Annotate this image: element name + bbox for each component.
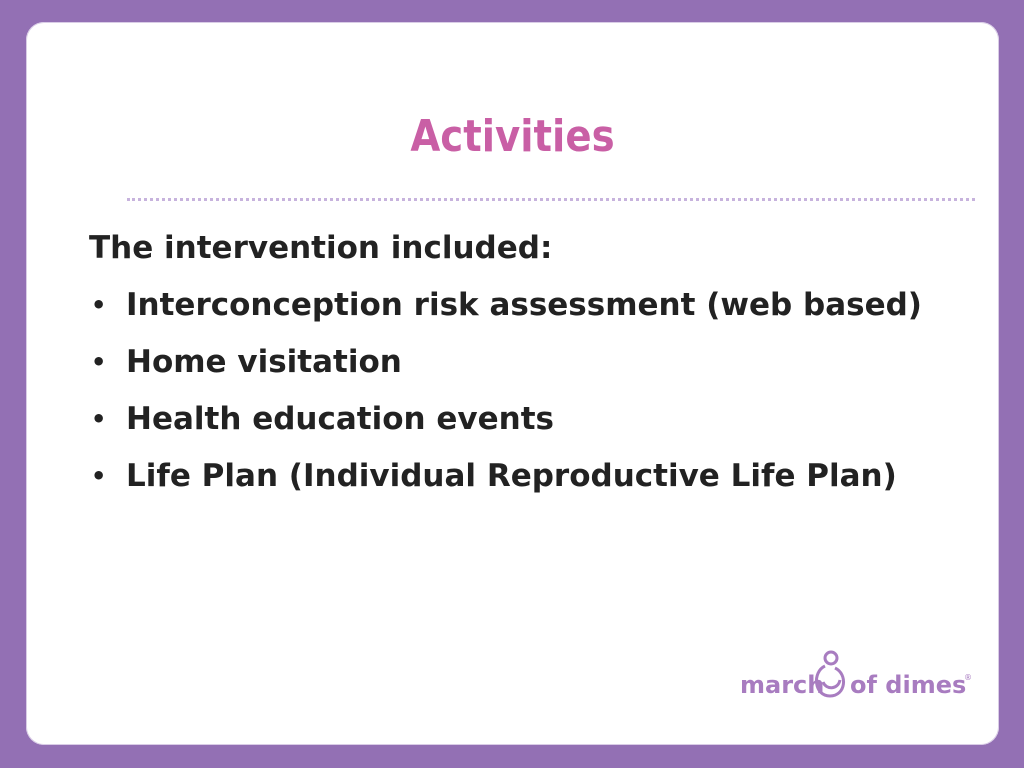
bullet-icon: • — [91, 405, 107, 433]
title-divider — [127, 198, 975, 201]
bullet-text: Home visitation — [126, 344, 402, 380]
slide-title: Activities — [410, 111, 615, 162]
bullet-text: Life Plan (Individual Reproductive Life Plan) — [126, 458, 897, 494]
bullet-text: Interconception risk assessment (web based) — [126, 287, 922, 323]
slide-panel — [26, 22, 999, 745]
bullet-icon: • — [91, 348, 107, 376]
slide-body — [89, 220, 1009, 505]
bullet-icon: • — [91, 291, 107, 319]
bullet-text: Health education events — [126, 401, 554, 437]
logo-text-of-dimes: of dimes — [850, 671, 967, 699]
logo-registered-mark: ® — [964, 673, 972, 682]
logo-text-march: march — [740, 671, 825, 699]
march-of-dimes-logo — [738, 648, 978, 702]
bullet-item — [89, 334, 1009, 391]
bullet-item — [89, 391, 1009, 448]
bullet-item — [89, 277, 1009, 334]
bullet-list — [89, 277, 1009, 505]
bullet-item — [89, 448, 1009, 505]
bullet-icon: • — [91, 462, 107, 490]
intro-text: The intervention included: — [89, 230, 553, 266]
